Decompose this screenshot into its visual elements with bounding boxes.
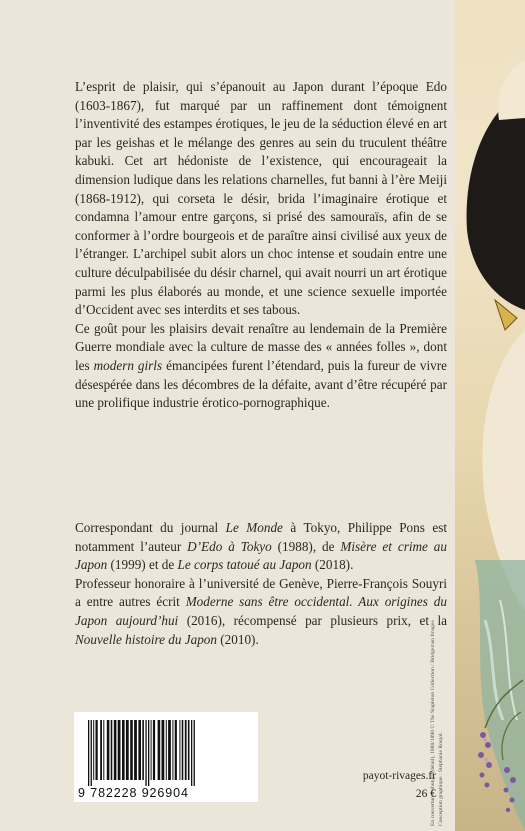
barcode-bar [148, 720, 149, 786]
barcode-bar [130, 720, 133, 780]
text-run: (1999) et de [107, 557, 178, 573]
credit-line-2: Conception graphique : Stéphanie Roujol. [437, 732, 444, 826]
text-run: à Tokyo, Philippe Pons est notamment l’auteur [75, 520, 448, 554]
italic-title: Le corps tatoué au Japon [177, 557, 312, 573]
shunga-artwork-detail [455, 0, 525, 831]
text-run: émancipées furent l’étendard, puis la fureur de vivre désespérée dans les décombres de la défaite, avant d’être récupéré par une prolifique industrie érotico-pornographique. [75, 357, 447, 411]
image-credits [430, 620, 445, 826]
barcode-bar [153, 720, 155, 780]
barcode-bar [175, 720, 177, 780]
text-run: Professeur honoraire à l’université de Genève, Pierre-François Souyri a entre autres écrit [75, 575, 447, 610]
italic-title: Le Monde [225, 520, 283, 535]
barcode-bar [168, 720, 171, 780]
barcode-bar [91, 720, 92, 786]
barcode-bar [185, 720, 187, 780]
barcode-bars [86, 720, 246, 786]
publisher-website: payot-rivages.fr [362, 770, 436, 782]
isbn-digits: 9 782228 926904 [78, 786, 189, 800]
barcode-bar [188, 720, 190, 780]
barcode-bar [145, 720, 146, 786]
blurb-paragraph-1 [75, 78, 447, 320]
barcode-bar [88, 720, 89, 786]
barcode-bar [142, 720, 144, 780]
italic-title: modern girls [93, 357, 163, 373]
author-bio-pons [75, 519, 447, 575]
italic-title: D’Edo à Tokyo [187, 538, 272, 554]
text-run: (1988), de [271, 538, 341, 554]
price: 26 € [415, 788, 436, 800]
barcode-bar [107, 720, 110, 780]
text-run: (2010). [216, 631, 259, 647]
barcode-bar [103, 720, 104, 780]
barcode-bar [93, 720, 94, 780]
barcode-bar [134, 720, 137, 780]
barcode-bar [166, 720, 167, 780]
barcode-bar [126, 720, 129, 780]
author-bios [75, 519, 447, 649]
barcode-bar [100, 720, 102, 780]
text-run: Ce goût pour les plaisirs devait renaître au lendemain de la Première Guerre mondiale avec la culture de masse des « années folles », dont les [75, 320, 447, 373]
barcode-bar [179, 720, 180, 780]
italic-title: Moderne sans être occidental. Aux origines du Japon aujourd’hui [75, 594, 447, 628]
text-run: L’esprit de plaisir, qui s’épanouit au Japon durant l’époque Edo (1603-1867), fut marqué par un raffinement dont témoignent l’inventivité des estampes érotiques, le jeu de la séduction élevé en art par les geishas et le mélange des genres au sein du truculent théâtre kabuki. Cet art hédoniste de l’existence, qui encourageait la dimension ludique dans les relations charnelles, fut banni à l’ère Meiji (1868-1912), qui corseta le désir, brida l’imaginaire érotique et condamna l’amour entre garçons, si prisé des samouraïs, afin de se conformer à l’ordre bourgeois et de paraître ainsi civilisé aux yeux de l’étranger. L’archipel subit alors un choc intense et soudain entre une culture déculpabilisée du désir charnel, qui avait nourri un art érotique parmi les plus élaborés au monde, et une science sexuelle importée d’Occident avec ses interdits et ses tabous. [75, 79, 447, 318]
barcode-bar [172, 720, 173, 780]
italic-title: Nouvelle histoire du Japon [75, 631, 217, 647]
cover-artwork-strip [455, 0, 525, 831]
barcode-bar [182, 720, 184, 780]
barcode-bar [111, 720, 113, 780]
blurb-paragraph-2 [75, 320, 447, 413]
italic-title: Misère et crime au Japon [75, 538, 447, 573]
barcode-bar [191, 720, 192, 786]
barcode-bar [122, 720, 125, 780]
barcode-bar [194, 720, 195, 786]
blurb [75, 78, 447, 413]
barcode-bar [114, 720, 117, 780]
text-run: (2018). [311, 557, 354, 573]
text-run: Correspondant du journal [75, 520, 226, 535]
author-bio-souyri [75, 575, 447, 649]
barcode-bar [162, 720, 165, 780]
barcode-bar [158, 720, 161, 780]
text-run: (2016), récompensé par plusieurs prix, et la [178, 612, 447, 628]
credit-line-1: En couverture : shunga (détail), 1880/1890 © The Stapleton Collection / Bridgeman Images [430, 620, 436, 826]
barcode-bar [96, 720, 98, 780]
barcode-bar [151, 720, 152, 780]
barcode-bar [138, 720, 141, 780]
isbn-barcode [74, 712, 258, 802]
barcode-bar [118, 720, 121, 780]
